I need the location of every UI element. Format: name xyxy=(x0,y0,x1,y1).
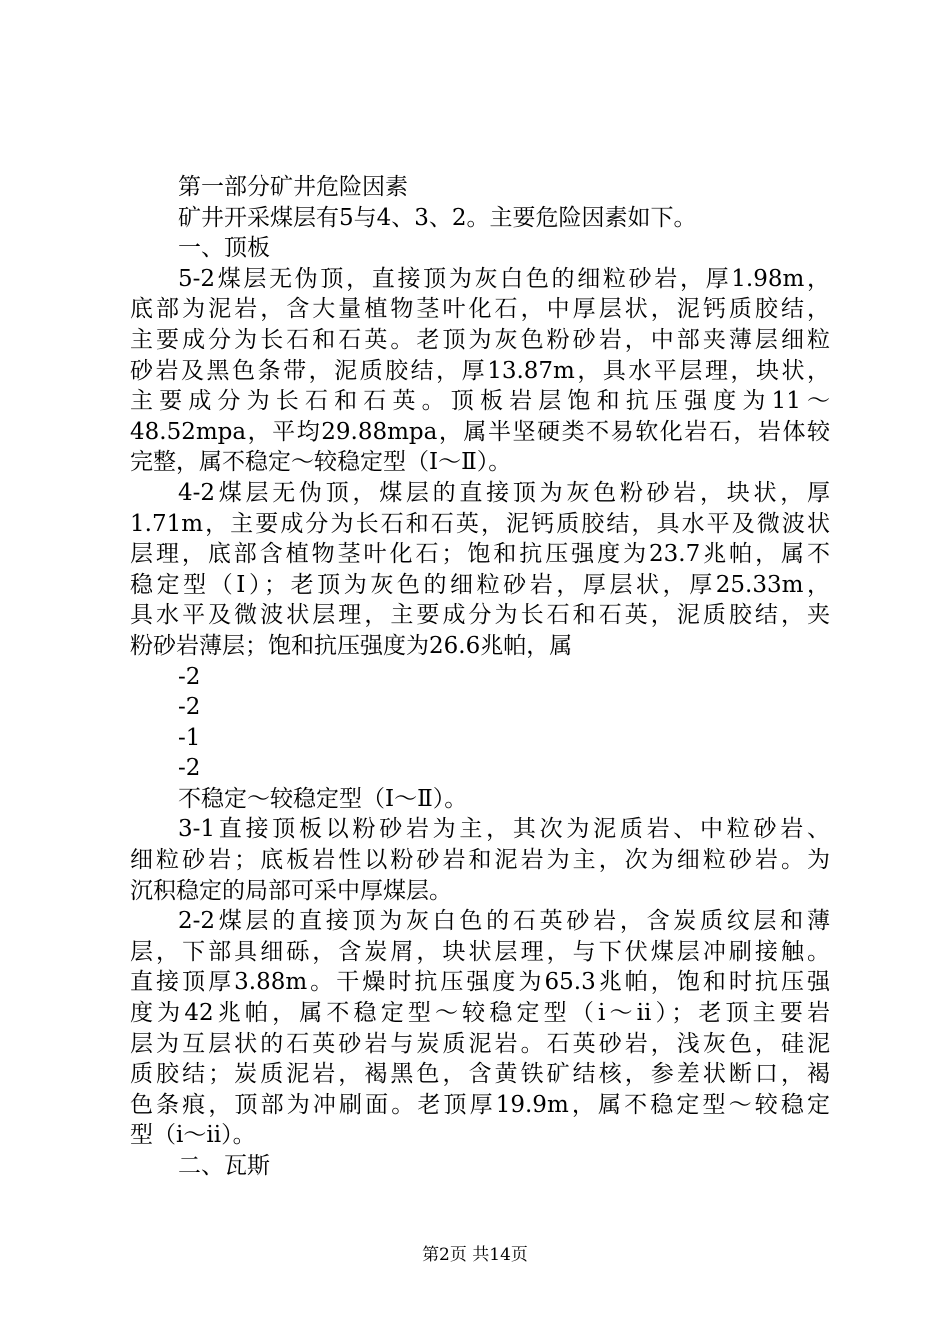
text-line: 层，下部具细砾，含炭屑，块状层理，与下伏煤层冲刷接触。 xyxy=(130,938,830,965)
text-line: 不稳定～较稳定型（Ⅰ～Ⅱ）。 xyxy=(178,785,468,812)
subsection-heading: 二、瓦斯 xyxy=(178,1153,270,1179)
text-line: 5-2煤层无伪顶，直接顶为灰白色的细粒砂岩，厚1.98m， xyxy=(178,265,830,292)
text-line: -2 xyxy=(178,694,201,721)
text-line: 层为互层状的石英砂岩与炭质泥岩。石英砂岩，浅灰色，硅泥 xyxy=(130,1030,830,1057)
text-line: 具水平及微波状层理，主要成分为长石和石英，泥质胶结，夹 xyxy=(130,602,830,629)
text-line: 色条痕，顶部为冲刷面。老顶厚19.9m，属不稳定型～较稳定 xyxy=(130,1091,830,1118)
text-line: 型（i～ii）。 xyxy=(130,1122,256,1149)
text-line: 直接顶厚3.88m。干燥时抗压强度为65.3兆帕，饱和时抗压强 xyxy=(130,969,830,996)
text-line: 3-1直接顶板以粉砂岩为主，其次为泥质岩、中粒砂岩、 xyxy=(178,816,830,843)
text-line: 细粒砂岩；底板岩性以粉砂岩和泥岩为主，次为细粒砂岩。为 xyxy=(130,847,830,874)
subsection-heading: 一、顶板 xyxy=(178,235,270,262)
text-line: 沉积稳定的局部可采中厚煤层。 xyxy=(130,877,452,904)
text-line: -2 xyxy=(178,755,201,782)
text-line: 48.52mpa，平均29.88mpa，属半坚硬类不易软化岩石，岩体较 xyxy=(130,418,830,445)
text-line: 底部为泥岩，含大量植物茎叶化石，中厚层状，泥钙质胶结， xyxy=(130,296,830,323)
text-line: 1.71m，主要成分为长石和石英，泥钙质胶结，具水平及微波状 xyxy=(130,510,830,537)
text-line: 砂岩及黑色条带，泥质胶结，厚13.87m，具水平层理，块状， xyxy=(130,357,830,384)
text-line: 完整，属不稳定～较稳定型（Ⅰ～Ⅱ）。 xyxy=(130,449,512,476)
text-line: -2 xyxy=(178,663,201,690)
text-line: 主要成分为长石和石英。顶板岩层饱和抗压强度为11～ xyxy=(130,388,830,415)
text-line: 层理，底部含植物茎叶化石；饱和抗压强度为23.7兆帕，属不 xyxy=(130,541,830,568)
text-line: 度为42兆帕，属不稳定型～较稳定型（i～ii）；老顶主要岩 xyxy=(130,1000,830,1027)
text-line: -1 xyxy=(178,724,201,751)
text-line: 稳定型（Ⅰ）；老顶为灰色的细粒砂岩，厚层状，厚25.33m， xyxy=(130,571,830,598)
page-number: 第2页 共14页 xyxy=(422,1245,528,1265)
page-footer xyxy=(0,1244,950,1266)
text-line: 矿井开采煤层有5与4、3、2。主要危险因素如下。 xyxy=(178,204,697,231)
document-body xyxy=(130,172,830,1182)
text-line: 4-2煤层无伪顶，煤层的直接顶为灰色粉砂岩，块状，厚 xyxy=(178,479,830,506)
text-line: 粉砂岩薄层；饱和抗压强度为26.6兆帕，属 xyxy=(130,632,573,659)
text-line: 主要成分为长石和石英。老顶为灰色粉砂岩，中部夹薄层细粒 xyxy=(130,326,830,353)
text-line: 质胶结；炭质泥岩，褐黑色，含黄铁矿结核，参差状断口，褐 xyxy=(130,1061,830,1088)
text-line: 2-2煤层的直接顶为灰白色的石英砂岩，含炭质纹层和薄 xyxy=(178,908,830,935)
section-heading: 第一部分矿井危险因素 xyxy=(178,174,408,200)
